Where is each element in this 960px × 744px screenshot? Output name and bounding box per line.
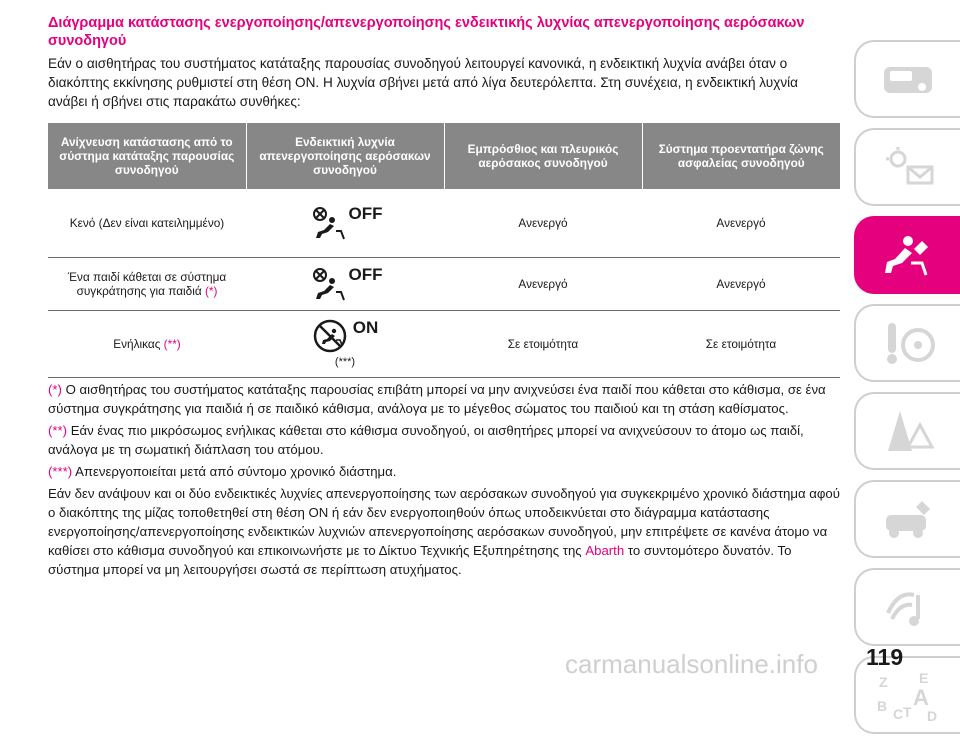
indicator-cell [246,189,444,258]
intro-paragraph: Εάν ο αισθητήρας του συστήματος κατάταξης παρουσίας συνοδηγού λειτουργεί κανονικά, η ενδεικτική λυχνία ανάβει όταν ο διακόπτης εκκίνησης ρυθμιστεί στη θέση ON. Η λυχνία σβήνει μετά από λίγα δευτερόλεπτα. Στη συνέχεια, η ενδεικτική λυχνία ανάβει ή σβήνει στις παρακάτω συνθήκες: [48,56,799,109]
table-row [48,189,840,258]
footnote: (*) Ο αισθητήρας του συστήματος κατάταξης παρουσίας επιβάτη μπορεί να μην ανιχνεύσει ένα παιδί που κάθεται στο κάθισμα, σε ένα σύστημα συγκράτησης για παιδιά ή σε παιδικό κάθισμα, ανάλογα με το μέγεθος σώματος του παιδιού και τη στάση καθίσματος. [48,382,826,416]
road-warning-icon [878,407,938,455]
car-service-icon [878,495,938,543]
index-letter: T [903,704,912,720]
footnote: (***) Απενεργοποιείται μετά από σύντομο χρονικό διάστημα. [48,464,397,479]
header-detection: Ανίχνευση κατάστασης από το σύστημα κατάταξης παρουσίας συνοδηγού [48,123,246,189]
status-table [48,123,840,378]
watermark: carmanualsonline.info [565,649,818,679]
index-letter: B [877,698,888,714]
airbag-off-icon [308,266,348,302]
state-cell [48,311,246,378]
index-letter: C [893,706,904,722]
tab-multimedia[interactable] [854,568,960,646]
index-letter: A [913,685,929,710]
state-cell [48,189,246,258]
header-indicator: Ενδεικτική λυχνία απενεργοποίησης αερόσακων συνοδηγού [246,123,444,189]
header-pretensioner: Σύστημα προεντατήρα ζώνης ασφαλείας συνοδηγού [642,123,840,189]
index-letter: E [919,670,929,686]
tab-dashboard[interactable] [854,40,960,118]
footnote-marker: (*) [204,284,218,298]
table-row [48,311,840,378]
index-letter: D [927,708,938,723]
indicator-label: OFF [348,265,383,284]
warning-lights-icon [878,145,938,189]
brand-name: Abarth [585,543,625,558]
closing-paragraph: Εάν δεν ανάψουν και οι δύο ενδεικτικές λυχνίες απενεργοποίησης των αερόσακων συνοδηγού για συγκεκριμένο χρονικό διάστημα αφού ο διακόπτης της μίζας τοποθετηθεί στη θέση ON ή εάν δεν ενεργοποιηθούν όπως υποδεικνύεται στο διάγραμμα κατάστασης ενεργοποίησης/απενεργοποίησης ενδεικτικών λυχνιών απενεργοποίησης αερόσακων συνοδηγού, μην επιτρέψετε σε κανένα άτομο να καθίσει στο κάθισμα συνοδηγού και επικοινωνήστε με το Δίκτυο Τεχνικής Εξυπηρέτησης της Abarth το συντομότερο δυνατόν. Το σύστημα μπορεί να μη λειτουργήσει σωστά σε περίπτωση ατυχήματος. [48,486,840,577]
tab-maintenance[interactable] [854,480,960,558]
indicator-label: OFF [348,204,383,223]
indicator-cell [246,311,444,378]
state-cell [48,258,246,311]
tab-starting-driving[interactable] [854,304,960,382]
footnote: (**) Εάν ένας πιο μικρόσωμος ενήλικας κάθεται στο κάθισμα συνοδηγού, οι αισθητήρες μπορεί να ανιχνεύσουν το άτομο ως παιδί, ανάλογα με τη σωματική διάπλαση του ατόμου. [48,423,804,457]
pretensioner-cell: Ανενεργό [642,189,840,258]
chapter-tabs [854,40,960,744]
indicator-cell [246,258,444,311]
state-text: Κενό (Δεν είναι κατειλημμένο) [69,216,225,230]
tab-emergency[interactable] [854,392,960,470]
document-body [48,14,840,582]
airbag-cell: Ανενεργό [444,189,642,258]
pretensioner-cell: Σε ετοιμότητα [642,311,840,378]
tab-safety[interactable] [854,216,960,294]
table-row [48,258,840,311]
airbag-cell: Ανενεργό [444,258,642,311]
airbag-on-icon [312,319,352,353]
alphabetical-index-icon [873,667,943,723]
section-title: Διάγραμμα κατάστασης ενεργοποίησης/απενεργοποίησης ενδεικτικής λυχνίας απενεργοποίησης αερόσακων συνοδηγού [48,15,805,49]
footnote-marker: (**) [163,337,181,351]
pretensioner-cell: Ανενεργό [642,258,840,311]
key-steering-icon [878,319,938,367]
header-airbag: Εμπρόσθιος και πλευρικός αερόσακος συνοδηγού [444,123,642,189]
airbag-cell: Σε ετοιμότητα [444,311,642,378]
indicator-label: ON [352,318,379,337]
state-text: Ενήλικας [113,337,161,351]
table-header-row [48,123,840,189]
indicator-footnote: (***) [334,356,356,368]
multimedia-icon [878,583,938,631]
tab-warning-lights[interactable] [854,128,960,206]
airbag-off-icon [308,205,348,241]
airbag-seatbelt-icon [878,231,938,279]
footnotes [48,380,840,579]
car-dashboard-icon [878,57,938,101]
index-letter: Z [879,674,888,690]
state-text: Ένα παιδί κάθεται σε σύστημα συγκράτησης για παιδιά [67,270,227,298]
page-number: 119 [866,644,904,670]
